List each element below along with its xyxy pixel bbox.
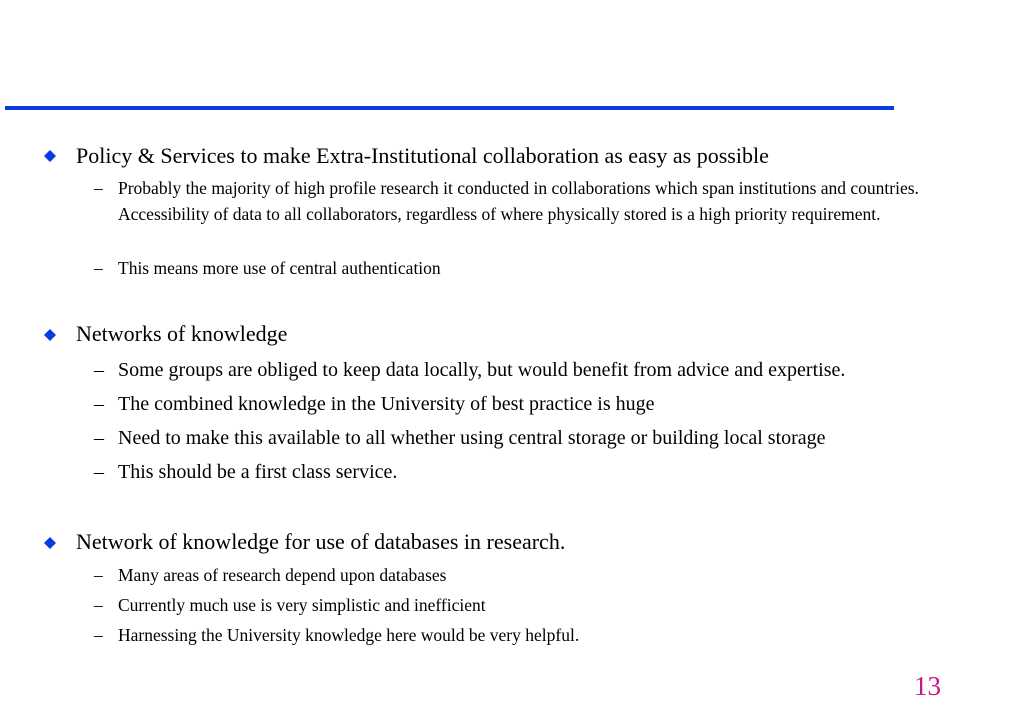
sub-item-1-2: This means more use of central authentication (118, 258, 441, 278)
dash-marker: – (94, 427, 104, 449)
dash-marker: – (94, 258, 103, 278)
dash-marker: – (94, 178, 103, 198)
sub-item-2-3: Need to make this available to all whether using central storage or building local storage (118, 427, 826, 449)
diamond-bullet-icon (44, 329, 56, 341)
sub-item-3-2: Currently much use is very simplistic and inefficient (118, 595, 486, 615)
dash-marker: – (94, 393, 104, 415)
sub-item-2-2: The combined knowledge in the University of best practice is huge (118, 393, 655, 415)
sub-item-2-4: This should be a first class service. (118, 461, 398, 483)
diamond-bullet-icon (44, 150, 56, 162)
bullet-heading-2: Networks of knowledge (76, 321, 288, 346)
diamond-bullet-icon (44, 537, 56, 549)
sub-item-2-1: Some groups are obliged to keep data locally, but would benefit from advice and expertise. (118, 359, 846, 381)
sub-item-1-1: Probably the majority of high profile research it conducted in collaborations which span institutions and countries. Accessibility of data to all collaborators, regardless of where physically stored is a high priority requirement. (118, 178, 919, 224)
dash-marker: – (94, 461, 104, 483)
dash-marker: – (94, 359, 104, 381)
page-number: 13 (914, 671, 941, 701)
bullet-heading-1: Policy & Services to make Extra-Institutional collaboration as easy as possible (76, 143, 769, 168)
dash-marker: – (94, 595, 103, 615)
title-rule (5, 106, 894, 110)
sub-item-3-3: Harnessing the University knowledge here would be very helpful. (118, 625, 580, 645)
dash-marker: – (94, 565, 103, 585)
bullet-heading-3: Network of knowledge for use of databases in research. (76, 529, 566, 554)
sub-item-3-1: Many areas of research depend upon databases (118, 565, 447, 585)
dash-marker: – (94, 625, 103, 645)
